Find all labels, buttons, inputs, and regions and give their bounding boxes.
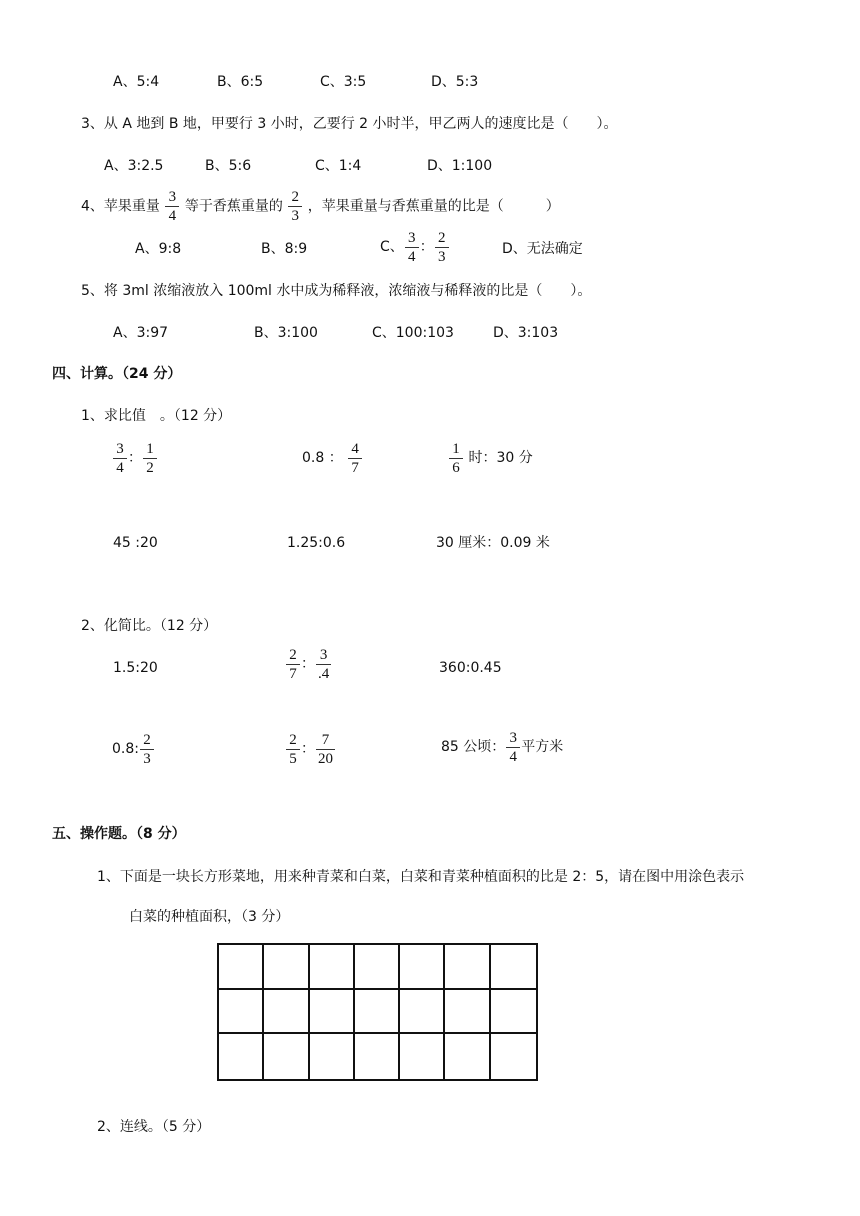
section5-title: 五、操作题。（8 分） — [52, 826, 186, 842]
s4-sub2-item2-fraction-1: $\frac{2}{7}$ — [287, 647, 299, 682]
section5-q1-line2: 白菜的种植面积，（3 分） — [129, 909, 290, 925]
q3-option-b: B、5:6 — [205, 158, 252, 174]
q3-stem: 3、从 A 地到 B 地，甲要行 3 小时，乙要行 2 小时半，甲乙两人的速度比是（ ）。 — [81, 116, 618, 132]
s4-sub1-item3-fraction: $\frac{1}{6}$ — [450, 441, 462, 476]
grid-cell[interactable] — [355, 990, 400, 1035]
q3-option-c: C、1:4 — [315, 158, 362, 174]
grid-cell[interactable] — [219, 990, 264, 1035]
s4-sub2-item4-fraction: $\frac{2}{3}$ — [141, 732, 153, 767]
q2-option-c: C、3:5 — [320, 74, 367, 90]
q5-option-c: C、100:103 — [372, 325, 454, 341]
s4-sub2-item5-fraction-2: $\frac{7}{20}$ — [318, 731, 333, 767]
section4-sub1-title: 1、求比值 。（12 分） — [81, 408, 232, 424]
section5-q2: 2、连线。（5 分） — [97, 1119, 211, 1135]
q3-option-d: D、1:100 — [427, 158, 493, 174]
grid-cell[interactable] — [264, 1034, 309, 1079]
grid-cell[interactable] — [264, 990, 309, 1035]
q2-option-d: D、5:3 — [431, 74, 479, 90]
s4-sub2-item2-fraction-2: $\frac{3}{.4}$ — [318, 646, 330, 682]
q4-option-c-fraction-1: $\frac{3}{4}$ — [406, 230, 418, 265]
s4-sub1-item2: 0.8 ： $\frac{4}{7}$ — [302, 438, 363, 478]
q2-option-b: B、6:5 — [217, 74, 264, 90]
grid-cell[interactable] — [310, 1034, 355, 1079]
s4-sub2-item3: 360:0.45 — [439, 660, 502, 676]
s4-sub2-item5-fraction-1: $\frac{2}{5}$ — [287, 732, 299, 767]
grid-cell[interactable] — [219, 945, 264, 990]
grid-cell[interactable] — [400, 1034, 445, 1079]
grid-cell[interactable] — [310, 945, 355, 990]
grid-cell[interactable] — [219, 1034, 264, 1079]
q5-option-a: A、3:97 — [113, 325, 169, 341]
s4-sub2-item4: 0.8: $\frac{2}{3}$ — [112, 729, 155, 769]
grid-cell[interactable] — [355, 945, 400, 990]
section5-q1-line1: 1、下面是一块长方形菜地，用来种青菜和白菜，白菜和青菜种植面积的比是 2：5，请在图中用涂色表示 — [97, 869, 745, 885]
section4-title: 四、计算。（24 分） — [52, 366, 182, 382]
s4-sub1-item1-fraction-1: $\frac{3}{4}$ — [114, 441, 126, 476]
grid-cell[interactable] — [491, 1034, 536, 1079]
grid-cell[interactable] — [310, 990, 355, 1035]
s4-sub2-item2: $\frac{2}{7}$ ： $\frac{3}{.4}$ — [285, 644, 332, 684]
s4-sub1-item4: 45 :20 — [113, 535, 158, 551]
q4-option-a: A、9:8 — [135, 241, 182, 257]
q5-stem: 5、将 3ml 浓缩液放入 100ml 水中成为稀释液，浓缩液与稀释液的比是（ ）。 — [81, 283, 592, 299]
s4-sub1-item5: 1.25:0.6 — [287, 535, 346, 551]
s4-sub1-item1-fraction-2: $\frac{1}{2}$ — [144, 441, 156, 476]
grid-cell[interactable] — [445, 945, 490, 990]
s4-sub1-item3: $\frac{1}{6}$ 时：30 分 — [448, 438, 533, 478]
q4-fraction-1: $\frac{3}{4}$ — [166, 189, 178, 224]
q5-option-b: B、3:100 — [254, 325, 318, 341]
s4-sub2-item6: 85 公顷： $\frac{3}{4}$ 平方米 — [441, 729, 564, 765]
grid-cell[interactable] — [491, 990, 536, 1035]
s4-sub1-item2-fraction: $\frac{4}{7}$ — [349, 441, 361, 476]
q4-option-d: D、无法确定 — [502, 241, 583, 257]
vegetable-plot-grid — [217, 943, 538, 1081]
s4-sub1-item6: 30 厘米：0.09 米 — [436, 535, 550, 551]
q4-suffix: ，苹果重量与香蕉重量的比是（ ） — [307, 198, 560, 215]
grid-cell[interactable] — [445, 1034, 490, 1079]
grid-cell[interactable] — [400, 945, 445, 990]
q3-option-a: A、3:2.5 — [104, 158, 164, 174]
q4-option-c-fraction-2: $\frac{2}{3}$ — [436, 230, 448, 265]
s4-sub2-item1: 1.5:20 — [113, 660, 158, 676]
q4-stem — [81, 189, 560, 224]
grid-cell[interactable] — [400, 990, 445, 1035]
grid-cell[interactable] — [355, 1034, 400, 1079]
q4-option-b: B、8:9 — [261, 241, 308, 257]
q4-middle: 等于香蕉重量的 — [184, 198, 283, 215]
q2-option-a: A、5:4 — [113, 74, 160, 90]
grid-cell[interactable] — [445, 990, 490, 1035]
q4-prefix: 4、苹果重量 — [81, 198, 160, 215]
section4-sub2-title: 2、化简比。（12 分） — [81, 618, 218, 634]
grid-cell[interactable] — [491, 945, 536, 990]
s4-sub2-item6-fraction: $\frac{3}{4}$ — [507, 730, 519, 765]
s4-sub1-item1: $\frac{3}{4}$ ： $\frac{1}{2}$ — [112, 438, 158, 478]
s4-sub2-item5: $\frac{2}{5}$ ： $\frac{7}{20}$ — [285, 729, 336, 769]
q5-option-d: D、3:103 — [493, 325, 559, 341]
q4-option-c: C、 $\frac{3}{4}$ ： $\frac{2}{3}$ — [380, 229, 450, 265]
grid-cell[interactable] — [264, 945, 309, 990]
q4-fraction-2: $\frac{2}{3}$ — [289, 189, 301, 224]
